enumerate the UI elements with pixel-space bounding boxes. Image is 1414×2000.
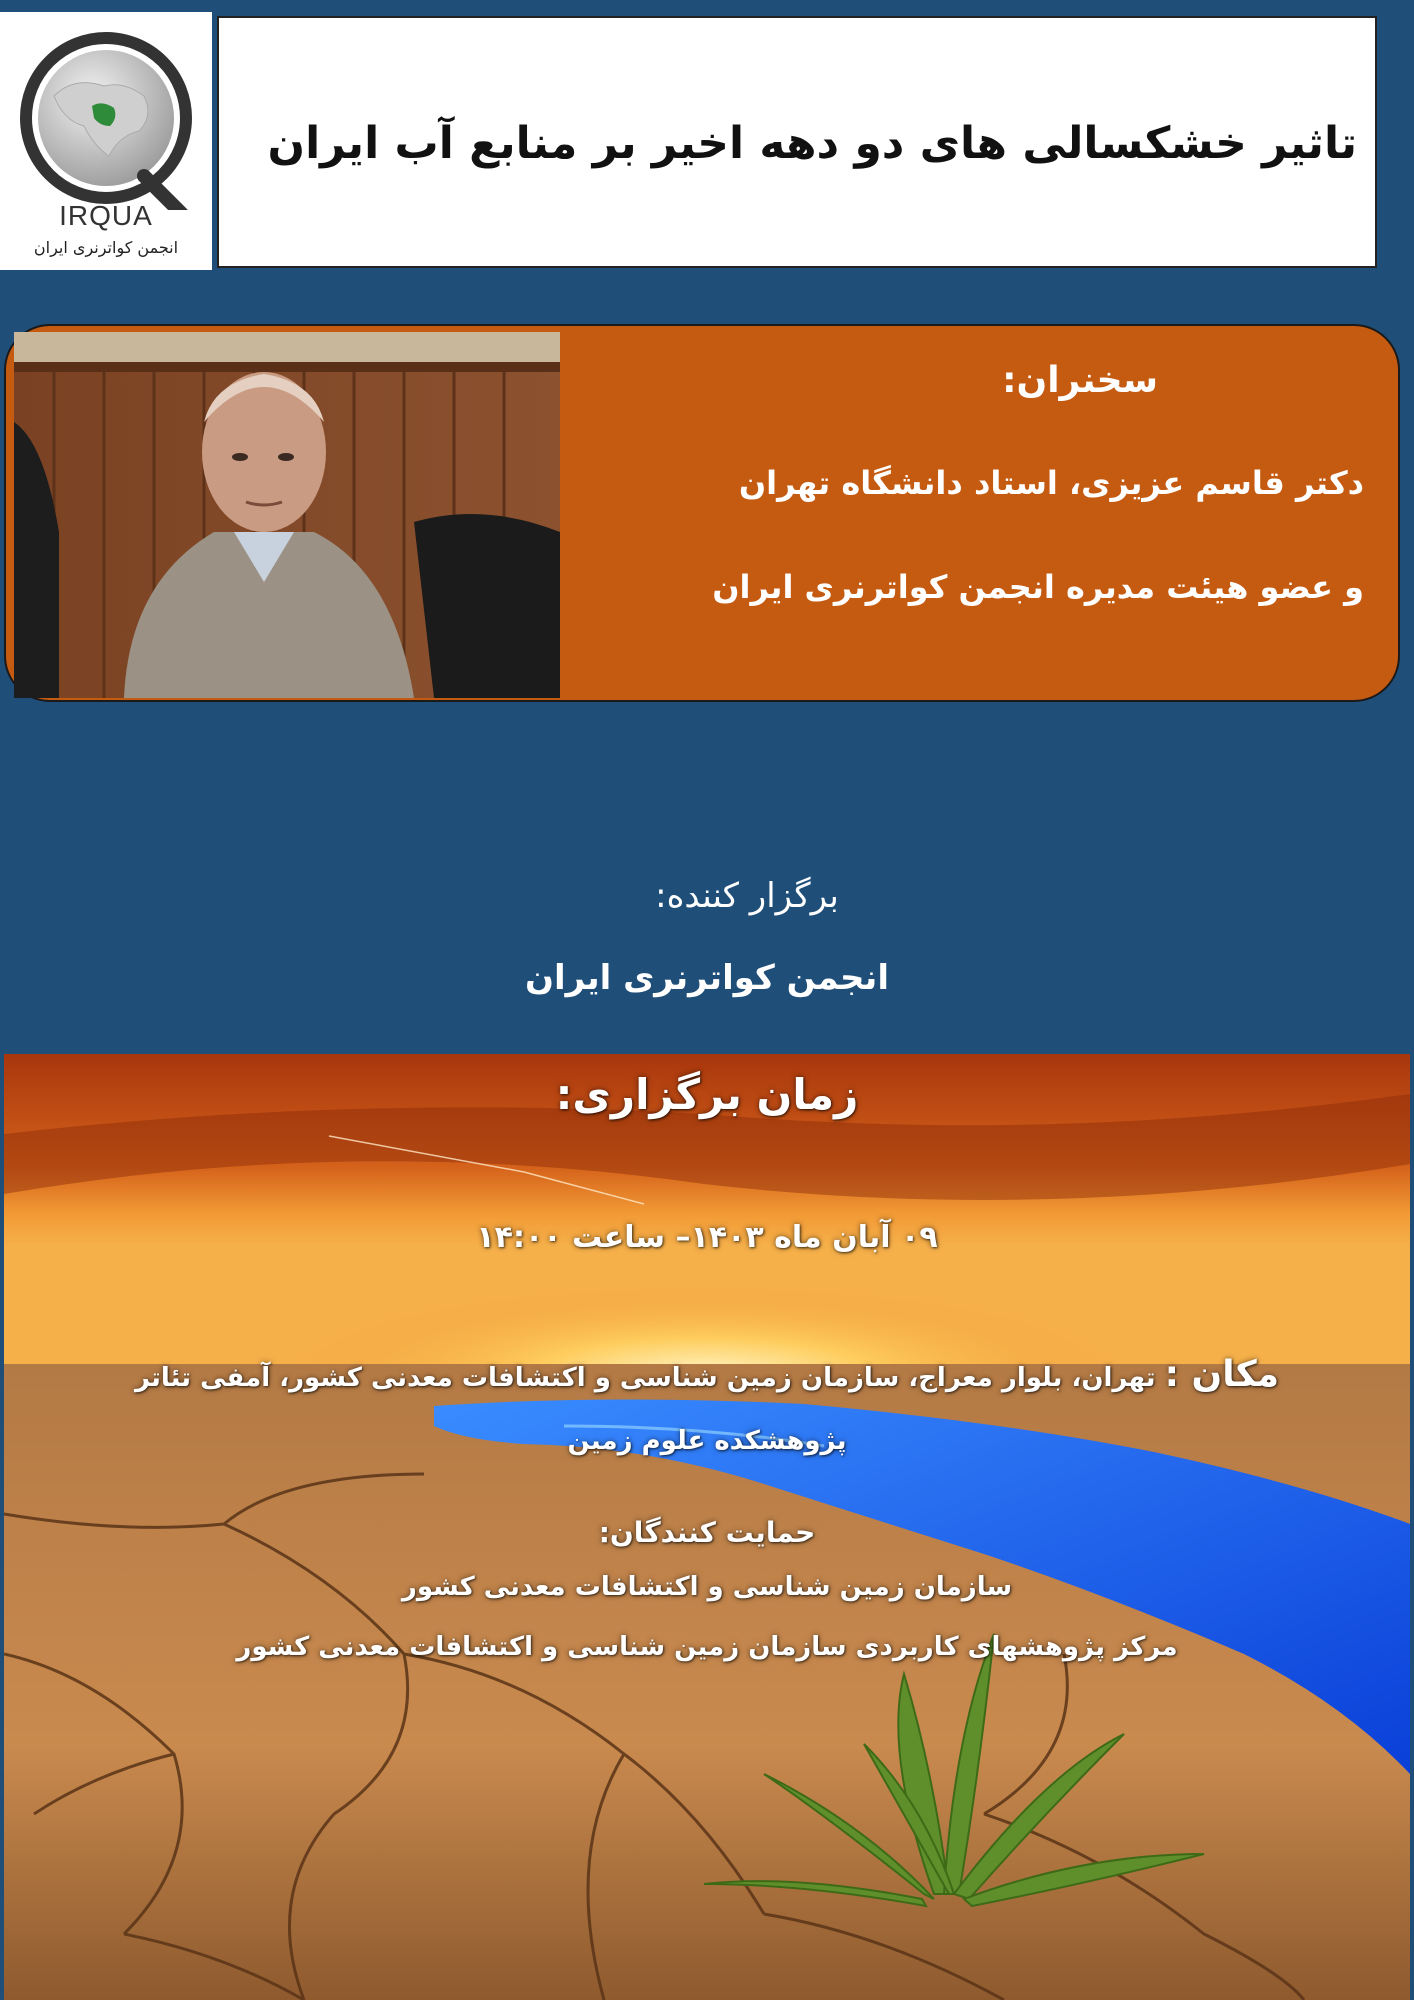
speaker-name-line: دکتر قاسم عزیزی، استاد دانشگاه تهران (738, 464, 1364, 502)
logo-wordmark: IRQUA (59, 200, 153, 231)
event-time-label: زمان برگزاری: (555, 1070, 859, 1119)
title-box (217, 16, 1377, 268)
sponsor-item-1: سازمان زمین شناسی و اکتشافات معدنی کشور (401, 1572, 1013, 1602)
speaker-photo (14, 332, 560, 698)
sponsor-item-2: مرکز پژوهشهای کاربردی سازمان زمین شناسی و اکتشافات معدنی کشور (236, 1632, 1178, 1662)
organizer-label: برگزار کننده: (655, 876, 839, 916)
speaker-role-line: و عضو هیئت مدیره انجمن کواترنری ایران (712, 568, 1364, 606)
event-place-label: مکان : (1164, 1354, 1280, 1395)
event-place-line2: پژوهشکده علوم زمین (567, 1426, 847, 1456)
page-title: تاثیر خشکسالی های دو دهه اخیر بر منابع آب ایران (267, 118, 1357, 169)
organizer-name: انجمن کواترنری ایران (525, 958, 889, 998)
speaker-portrait (14, 332, 560, 698)
event-place-address: تهران، بلوار معراج، سازمان زمین شناسی و اکتشافات معدنی کشور، آمفی تئاتر (134, 1363, 1156, 1393)
logo-subtitle: انجمن کواترنری ایران (33, 238, 179, 257)
speakers-label: سخنران: (1002, 360, 1158, 401)
drought-scene (4, 1054, 1410, 2000)
globe-q-icon (14, 26, 198, 210)
logo (0, 12, 212, 270)
event-datetime: ۰۹ آبان ماه ۱۴۰۳– ساعت ۱۴:۰۰ (476, 1220, 938, 1255)
sponsors-label: حمایت کنندگان: (598, 1516, 816, 1549)
event-place-line1 (4, 1354, 1410, 1395)
